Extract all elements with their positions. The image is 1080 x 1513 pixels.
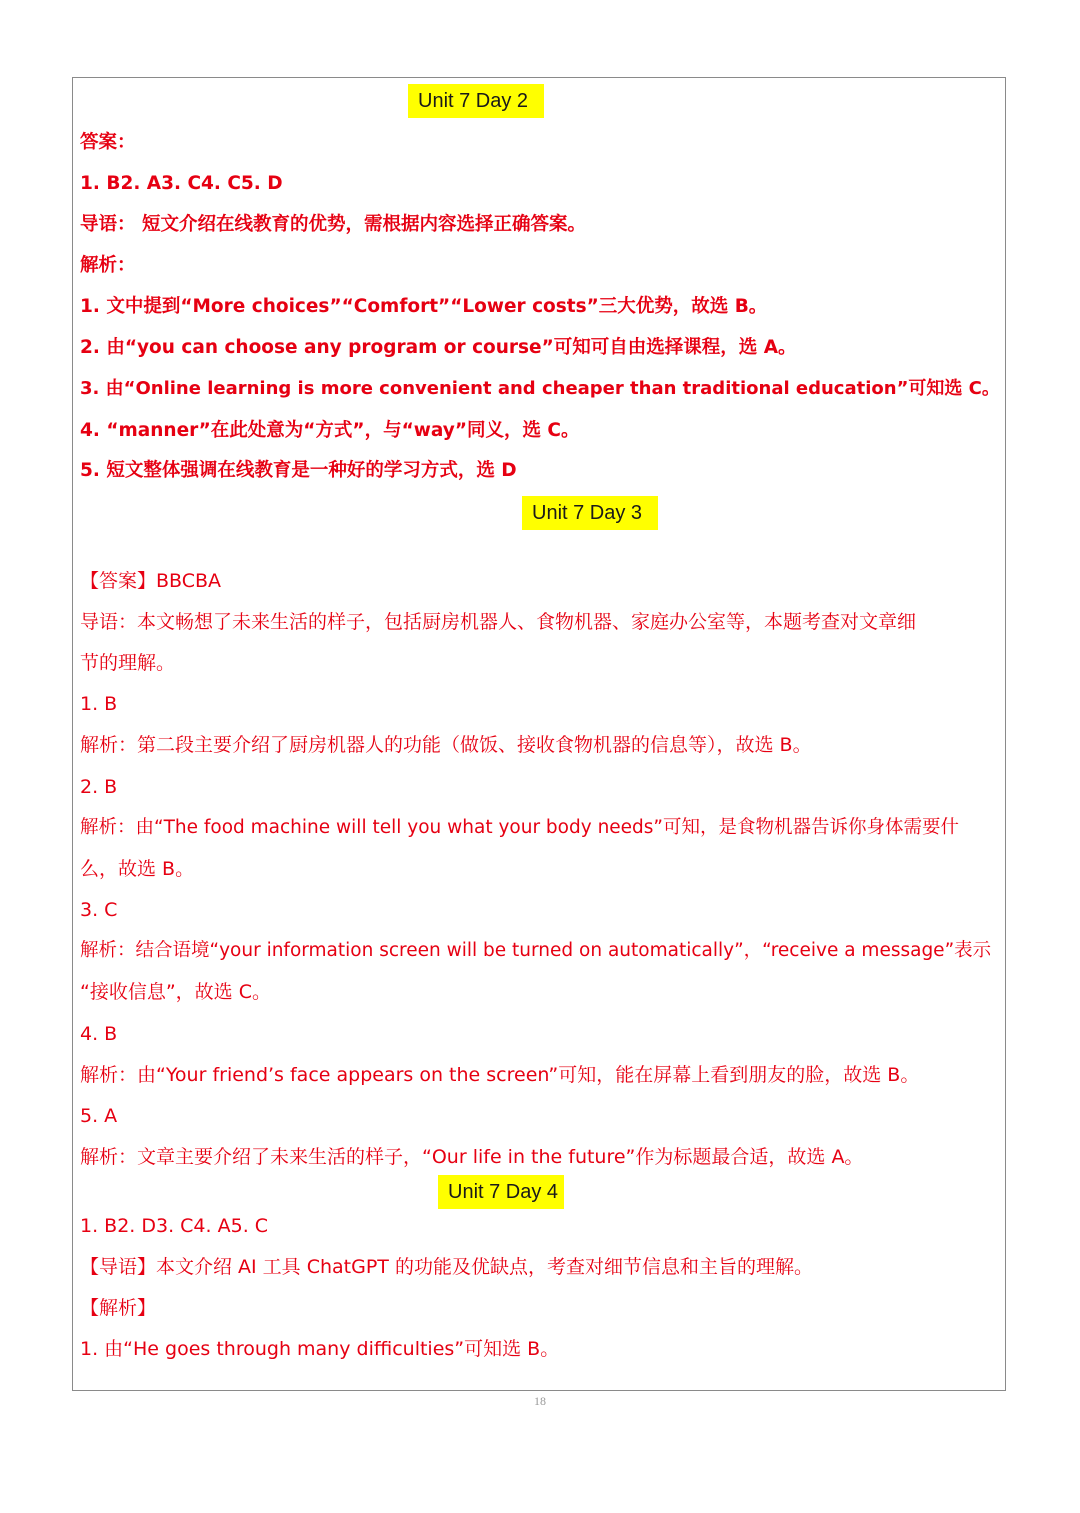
analysis-item-1: 1. 由“He goes through many difficulties”可知选 B。 [80, 1338, 560, 1360]
analysis-item-2: 2. 由“you can choose any program or course”可知可自由选择课程，选 A。 [80, 337, 797, 358]
analysis-3-line1: 解析：结合语境“your information screen will be turned on automatically”，“receive a message”表示 [80, 940, 992, 961]
intro-text: 导语： 短文介绍在线教育的优势，需根据内容选择正确答案。 [80, 214, 586, 235]
analysis-item-5: 5. 短文整体强调在线教育是一种好的学习方式，选 D [80, 460, 517, 481]
answer-label: 答案： [80, 132, 136, 153]
analysis-label: 解析： [80, 255, 136, 276]
section-heading-day2: Unit 7 Day 2 [408, 84, 544, 118]
analysis-1: 解析：第二段主要介绍了厨房机器人的功能（做饭、接收食物机器的信息等），故选 B。 [80, 734, 812, 756]
analysis-5: 解析：文章主要介绍了未来生活的样子，“Our life in the future”作为标题最合适，故选 A。 [80, 1146, 864, 1168]
analysis-item-4: 4. “manner”在此处意为“方式”，与“way”同义，选 C。 [80, 420, 580, 441]
answer-line: 【答案】BBCBA [80, 570, 222, 592]
question-number-2: 2. B [80, 776, 118, 798]
analysis-item-1: 1. 文中提到“More choices”“Comfort”“Lower costs”三大优势，故选 B。 [80, 296, 768, 317]
page-number: 18 [534, 1394, 546, 1408]
intro-text: 【导语】本文介绍 AI 工具 ChatGPT 的功能及优缺点，考查对细节信息和主旨的理解。 [80, 1256, 813, 1278]
analysis-item-3: 3. 由“Online learning is more convenient and cheaper than traditional education”可知选 C。 [80, 378, 1000, 399]
question-number-5: 5. A [80, 1105, 118, 1127]
intro-text-line2: 节的理解。 [80, 652, 176, 674]
answer-list: 1. B2. A3. C4. C5. D [80, 173, 283, 194]
intro-text-line1: 导语：本文畅想了未来生活的样子，包括厨房机器人、食物机器、家庭办公室等，本题考查对文章细 [80, 611, 917, 633]
section-heading-day3: Unit 7 Day 3 [522, 496, 658, 530]
analysis-label: 【解析】 [80, 1297, 157, 1319]
question-number-4: 4. B [80, 1023, 118, 1045]
analysis-2-line1: 解析：由“The food machine will tell you what your body needs”可知，是食物机器告诉你身体需要什 [80, 817, 960, 838]
question-number-3: 3. C [80, 899, 118, 921]
analysis-3-line2: “接收信息”，故选 C。 [80, 981, 271, 1003]
analysis-4: 解析：由“Your friend’s face appears on the screen”可知，能在屏幕上看到朋友的脸，故选 B。 [80, 1064, 920, 1086]
answer-list: 1. B2. D3. C4. A5. C [80, 1215, 269, 1237]
section-heading-day4: Unit 7 Day 4 [438, 1175, 564, 1209]
analysis-2-line2: 么，故选 B。 [80, 858, 195, 880]
question-number-1: 1. B [80, 693, 118, 715]
